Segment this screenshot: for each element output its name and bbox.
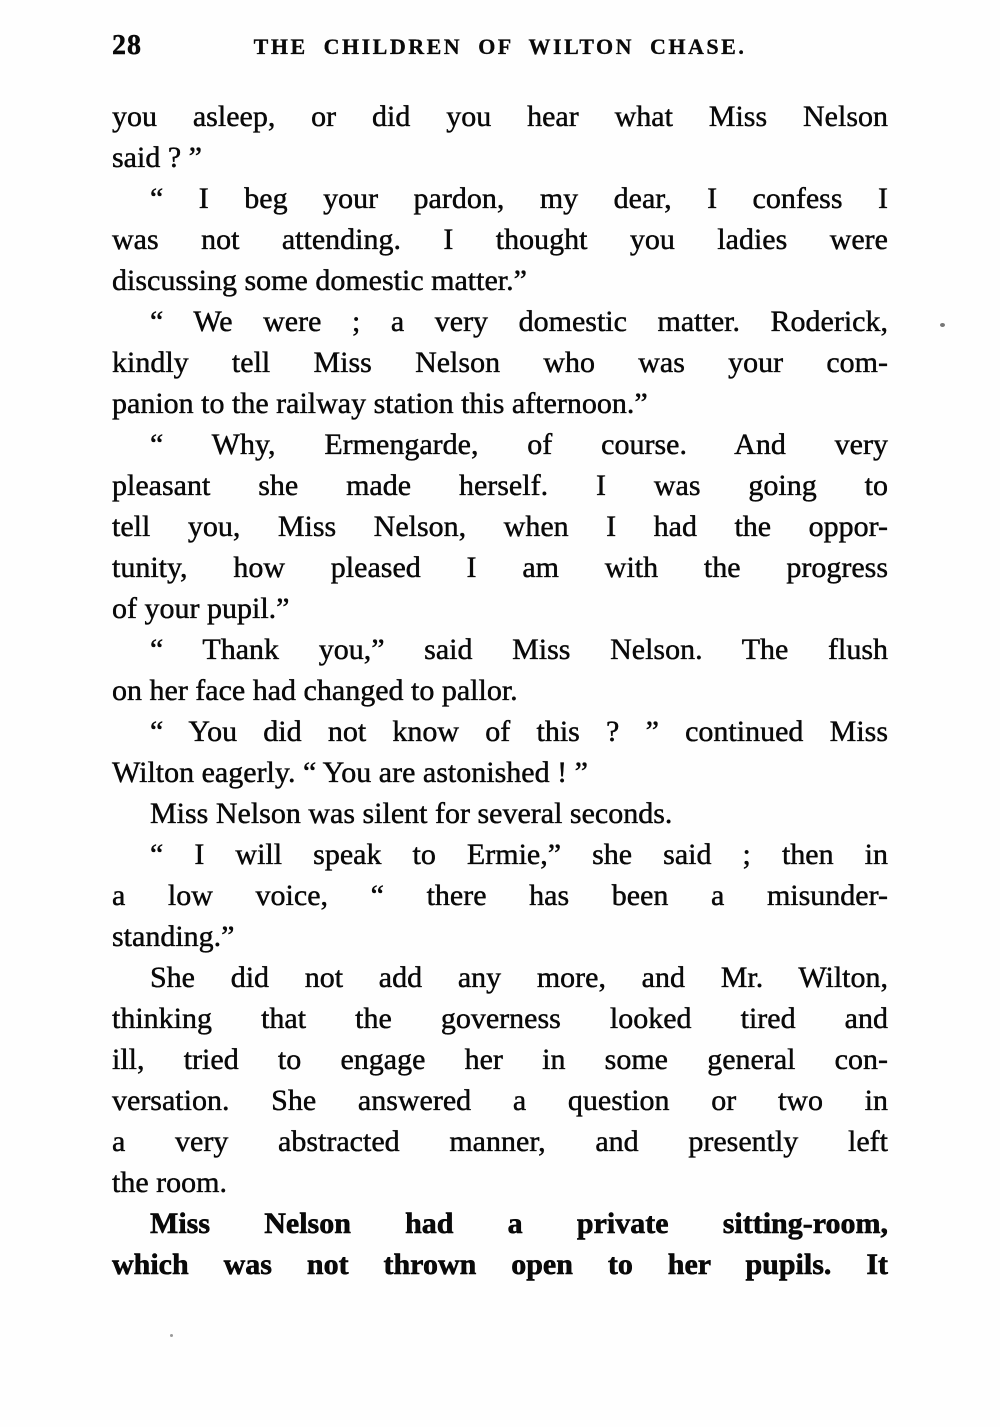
text-body	[112, 96, 888, 1285]
text-line: ill, tried to engage her in some general con-	[112, 1043, 888, 1076]
text-line: a low voice, “ there has been a misunder-	[112, 879, 888, 912]
text-line: “ Thank you,” said Miss Nelson. The flush	[150, 633, 888, 666]
paragraph	[112, 178, 888, 301]
text-line: a very abstracted manner, and presently left	[112, 1125, 888, 1158]
text-line: the room.	[112, 1166, 227, 1199]
paragraph	[112, 424, 888, 629]
text-line: Miss Nelson was silent for several seconds.	[150, 797, 673, 830]
paragraph	[112, 957, 888, 1203]
text-line: of your pupil.”	[112, 592, 290, 625]
text-line: tunity, how pleased I am with the progress	[112, 551, 888, 584]
text-line: discussing some domestic matter.”	[112, 264, 527, 297]
text-line: “ We were ; a very domestic matter. Roderick,	[150, 305, 888, 338]
text-line: versation. She answered a question or two in	[112, 1084, 888, 1117]
page-number: 28	[112, 30, 142, 61]
paragraph	[112, 301, 888, 424]
text-line: said ? ”	[112, 141, 202, 174]
text-line: She did not add any more, and Mr. Wilton,	[150, 961, 888, 994]
running-title: THE CHILDREN OF WILTON CHASE.	[253, 34, 747, 59]
paragraph	[112, 96, 888, 178]
text-line: thinking that the governess looked tired and	[112, 1002, 888, 1035]
text-line: tell you, Miss Nelson, when I had the oppor-	[112, 510, 888, 543]
scan-speck	[170, 1334, 173, 1337]
text-line: you asleep, or did you hear what Miss Nelson	[112, 100, 888, 133]
text-line: on her face had changed to pallor.	[112, 674, 518, 707]
text-line: pleasant she made herself. I was going to	[112, 469, 888, 502]
paragraph	[112, 834, 888, 957]
paragraph	[112, 793, 888, 834]
paragraph	[112, 711, 888, 793]
scan-speck	[940, 323, 945, 327]
text-line: “ Why, Ermengarde, of course. And very	[150, 428, 888, 461]
running-head	[112, 30, 888, 64]
text-line: which was not thrown open to her pupils. It	[112, 1248, 888, 1281]
text-line: “ You did not know of this ? ” continued Miss	[150, 715, 888, 748]
text-line: “ I will speak to Ermie,” she said ; then in	[150, 838, 888, 871]
text-line: kindly tell Miss Nelson who was your com-	[112, 346, 888, 379]
paragraph	[112, 629, 888, 711]
text-line: Miss Nelson had a private sitting-room,	[150, 1207, 888, 1240]
text-line: was not attending. I thought you ladies were	[112, 223, 888, 256]
text-line: standing.”	[112, 920, 235, 953]
text-line: “ I beg your pardon, my dear, I confess I	[150, 182, 888, 215]
text-line: panion to the railway station this afternoon.”	[112, 387, 648, 420]
paragraph	[112, 1203, 888, 1285]
text-line: Wilton eagerly. “ You are astonished ! ”	[112, 756, 588, 789]
